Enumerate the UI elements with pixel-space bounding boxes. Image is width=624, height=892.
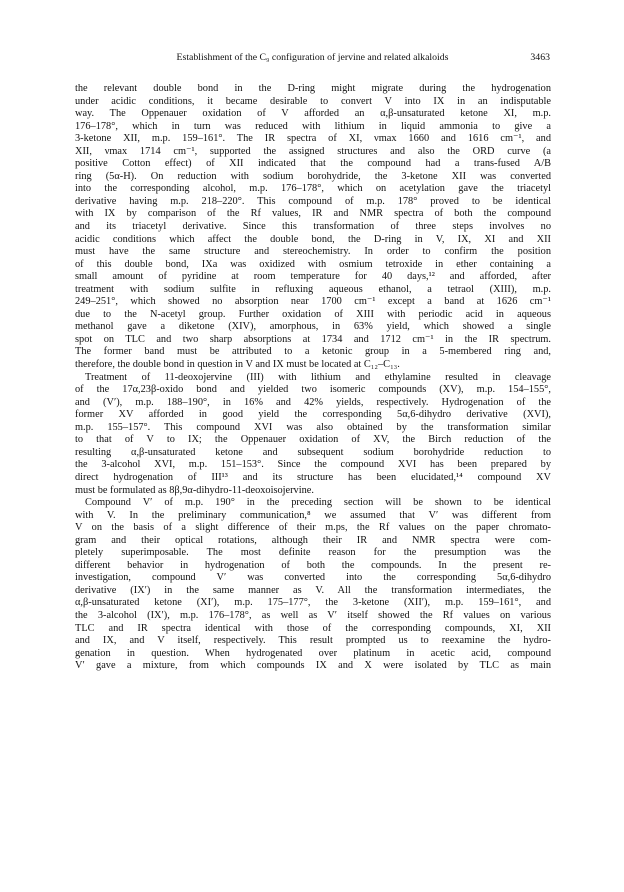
text-line: therefore, the double bond in question in V and IX must be located at C₁₂–C₁₃. (75, 359, 400, 371)
text-line: Treatment of 11-deoxojervine (III) with lithium and ethylamine resulted in cleavage (85, 371, 551, 383)
text-line: with V. In the preliminary communication,⁸ we assumed that V′ was different from (75, 509, 551, 521)
paragraph (75, 83, 551, 372)
text-line: of this double bond, IXa was oxidized with osmium tetroxide in ether containing a (75, 258, 551, 270)
text-line: positive Cotton effect) of XII indicated that the compound had a trans-fused A/B (75, 158, 551, 170)
text-line: spot on TLC and two sharp absorptions at 1734 and 1712 cm⁻¹ in the IR spectrum. (75, 333, 551, 345)
text-line: to that of V to IX; the Oppenauer oxidation of XV, the Birch reduction of the (75, 434, 551, 446)
text-line: treatment with sodium sulfite in refluxing aqueous ethanol, a tetraol (XIII), m.p. (75, 283, 551, 295)
article-body (75, 83, 551, 673)
text-line: with IX by comparison of the Rf values, IR and NMR spectra of both the compound (75, 208, 551, 220)
text-line: The former band must be attributed to a ketonic group in a 5-membered ring and, (75, 346, 551, 358)
text-line: small amount of pyridine at room temperature for 40 days,¹² and afforded, after (75, 271, 551, 283)
text-line: 249–251°, which showed no absorption near 1700 cm⁻¹ except a band at 1626 cm⁻¹ (75, 296, 551, 308)
text-line: genation in question. When hydrogenated over platinum in acetic acid, compound (75, 647, 551, 659)
text-line: V′ gave a mixture, from which compounds IX and X were isolated by TLC as main (75, 660, 551, 672)
text-line: derivative (IX′) in the same manner as V. All the transformation intermediates, the (75, 584, 551, 596)
text-line: must be formulated as 8β,9α-dihydro-11-deoxoisojervine. (75, 484, 314, 496)
paragraph (75, 497, 551, 673)
text-line: of the 17α,23β-oxido bond and yielded two isomeric compounds (XV), m.p. 154–155°, (75, 384, 551, 396)
text-line: acidic conditions which affect the double bond, the D-ring in V, IX, XI and XII (75, 233, 551, 245)
text-line: under acidic conditions, it became desirable to convert V into IX in an indisputable (75, 95, 551, 107)
text-line: TLC and IR spectra identical with those of the corresponding compounds, XI, XII (75, 622, 551, 634)
text-line: α,β-unsaturated ketone (XI′), m.p. 175–177°, the 3-ketone (XII′), m.p. 159–161°, and (75, 597, 551, 609)
text-line: resulting α,β-unsaturated ketone and subsequent sodium borohydride reduction to (75, 446, 551, 458)
text-line: former XV afforded in good yield the corresponding 5α,6-dihydro derivative (XVI), (75, 409, 551, 421)
text-line: derivative having m.p. 218–220°. This compound of m.p. 178° proved to be identical (75, 195, 551, 207)
text-line: direct hydrogenation of III¹³ and its structure has been elucidated,¹⁴ compound XV (75, 471, 551, 483)
text-line: the relevant double bond in the D-ring might migrate during the hydrogenation (75, 83, 551, 94)
text-line: must have the same structure and stereochemistry. In order to confirm the position (75, 246, 551, 258)
text-line: m.p. 155–157°. This compound XVI was also obtained by the transformation similar (75, 421, 551, 433)
text-line: the 3-alcohol XVI, m.p. 151–153°. Since the compound XVI has been prepared by (75, 459, 551, 471)
text-line: methanol gave a diketone (XIV), amorphous, in 63% yield, which showed a single (75, 321, 551, 333)
text-line: ring (5α-H). On reduction with sodium borohydride, the 3-ketone XII was converted (75, 170, 551, 182)
text-line: Compound V′ of m.p. 190° in the preceding section will be shown to be identical (85, 497, 551, 509)
text-line: into the corresponding alcohol, m.p. 176–178°, which on acetylation gave the triacetyl (75, 183, 551, 195)
running-header (75, 52, 550, 68)
text-line: the 3-alcohol (IX′), m.p. 176–178°, as well as V′ itself showed the Rf values on various (75, 609, 551, 621)
text-line: way. The Oppenauer oxidation of V afforded an α,β-unsaturated ketone XI, m.p. (75, 108, 551, 120)
text-line: 3-ketone XII, m.p. 159–161°. The IR spectra of XI, νmax 1660 and 1616 cm⁻¹, and (75, 133, 551, 145)
paragraph (75, 372, 551, 497)
text-line: gram and their optical rotations, although their IR and NMR spectra were com- (75, 534, 551, 546)
text-line: 176–178°, which in turn was reduced with lithium in liquid ammonia to give a (75, 120, 551, 132)
page-number: 3463 (530, 52, 550, 63)
text-line: different behavior in hydrogenation of both the compounds. In the present re- (75, 559, 551, 571)
text-line: due to the N-acetyl group. Further oxidation of XIII with periodic acid in aqueous (75, 308, 551, 320)
running-title: Establishment of the C₉ configuration of jervine and related alkaloids (176, 52, 449, 63)
text-line: investigation, compound V′ was converted into the corresponding 5α,6-dihydro (75, 572, 551, 584)
text-line: pletely superimposable. The most definite reason for the presumption was the (75, 547, 551, 559)
text-line: V on the basis of a slight difference of their m.ps, the Rf values on the paper chromato- (75, 522, 551, 534)
text-line: and (V′), m.p. 188–190°, in 16% and 42% yields, respectively. Hydrogenation of the (75, 396, 551, 408)
text-line: and IX, and V itself, respectively. This result prompted us to reexamine the hydro- (75, 635, 551, 647)
text-line: XII, νmax 1714 cm⁻¹, supported the assigned structures and also the ORD curve (a (75, 145, 551, 157)
text-line: and its triacetyl derivative. Since this transformation of three steps involves no (75, 221, 551, 233)
